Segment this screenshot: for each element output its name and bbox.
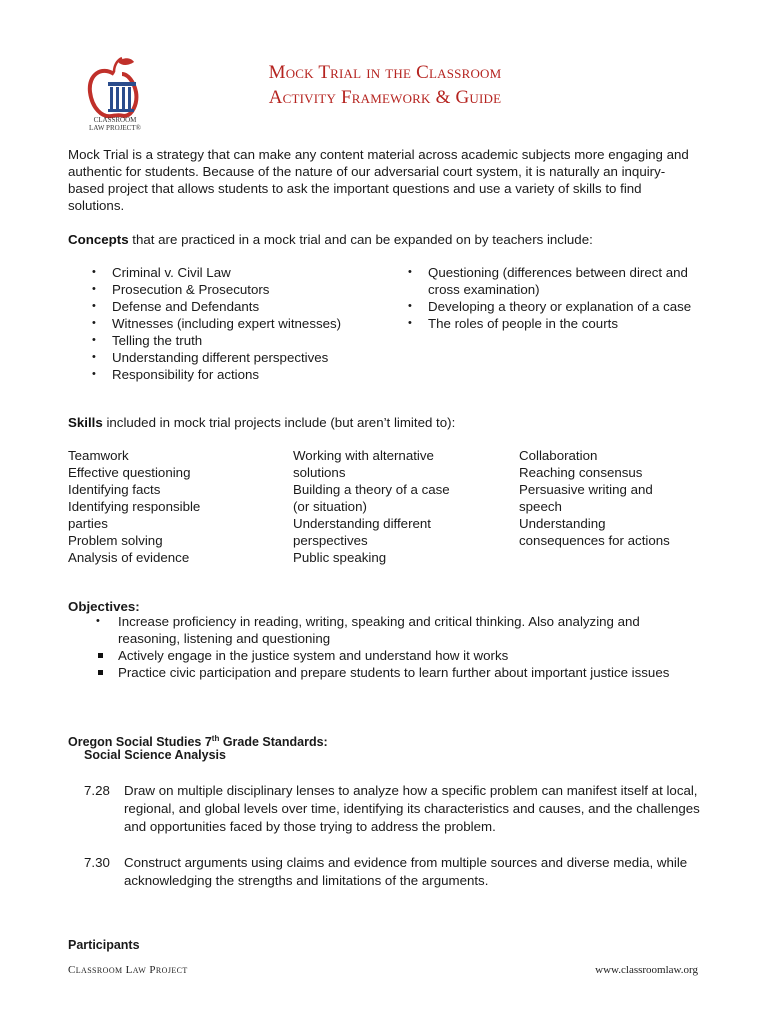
objective-item: Practice civic participation and prepare students to learn further about important justice issues — [92, 664, 702, 681]
logo-line-2: LAW PROJECT® — [89, 124, 141, 132]
standards-heading-sup: th — [211, 734, 220, 743]
skill-item: Problem solving — [68, 533, 163, 548]
skill-item: Public speaking — [293, 550, 387, 565]
list-item: • Defense and Defendants — [88, 298, 388, 315]
standards-heading-post: Grade Standards: — [219, 735, 328, 750]
concepts-label: Concepts — [68, 232, 129, 247]
list-item: • Developing a theory or explanation of a case — [404, 298, 704, 315]
concepts-text: that are practiced in a mock trial and can be expanded on by teachers include: — [128, 232, 593, 247]
skill-item: speech — [519, 499, 562, 514]
skill-item: Understanding different — [293, 516, 431, 531]
list-item: • Understanding different perspectives — [88, 349, 388, 366]
list-item: • Witnesses (including expert witnesses) — [88, 315, 388, 332]
objective-item: Actively engage in the justice system and understand how it works — [92, 647, 702, 664]
skill-item: Effective questioning — [68, 465, 191, 480]
standard-number: 7.30 — [84, 855, 110, 870]
title-line-1: Mock Trial in the Classroom — [268, 62, 502, 83]
skill-item: Identifying facts — [68, 482, 161, 497]
list-item: • Prosecution & Prosecutors — [88, 281, 388, 298]
objectives-heading: Objectives: — [68, 599, 140, 614]
skills-column-1 — [68, 447, 278, 566]
objective-item: • Increase proficiency in reading, writing, speaking and critical thinking. Also analyzing and reasoning, listening and questioning — [92, 613, 702, 647]
skills-heading — [68, 414, 696, 431]
skill-item: (or situation) — [293, 499, 367, 514]
standard-text: Draw on multiple disciplinary lenses to analyze how a specific problem can manifest itself at local, regional, and global levels over time, identifying its characteristics and causes, and the challenges and opportunities faced by those trying to address the problem. — [124, 783, 700, 834]
skill-item: parties — [68, 516, 108, 531]
concepts-list-right — [404, 264, 704, 332]
skill-item: Teamwork — [68, 448, 129, 463]
objectives-list — [92, 613, 702, 681]
list-item: • Questioning (differences between direct and cross examination) — [404, 264, 704, 298]
skill-item: Understanding — [519, 516, 606, 531]
skills-label: Skills — [68, 415, 103, 430]
skill-item: Collaboration — [519, 448, 598, 463]
standards-subheading: Social Science Analysis — [84, 748, 226, 762]
skills-column-3 — [519, 447, 719, 549]
document-title — [170, 60, 600, 110]
skill-item: Building a theory of a case — [293, 482, 450, 497]
logo-line-1: CLASSROOM — [93, 116, 137, 124]
footer-organization: Classroom Law Project — [68, 964, 188, 976]
intro-paragraph: Mock Trial is a strategy that can make any content material across academic subjects more engaging and authentic for students. Because of the nature of our adversarial court system, it is naturally an inquiry-based project that allows students to ask the important questions and use a variety of skills to find solutions. — [68, 147, 689, 213]
skill-item: solutions — [293, 465, 346, 480]
footer-website: www.classroomlaw.org — [595, 964, 698, 976]
list-item: • Responsibility for actions — [88, 366, 388, 383]
skills-text: included in mock trial projects include (but aren’t limited to): — [102, 415, 456, 430]
skill-item: consequences for actions — [519, 533, 670, 548]
skill-item: Identifying responsible — [68, 499, 201, 514]
skill-item: Persuasive writing and — [519, 482, 653, 497]
standard-number: 7.28 — [84, 783, 110, 798]
list-item: • Telling the truth — [88, 332, 388, 349]
participants-heading: Participants — [68, 938, 140, 952]
skill-item: Reaching consensus — [519, 465, 643, 480]
standard-item — [84, 854, 704, 890]
concepts-list-left — [88, 264, 388, 383]
title-line-2: Activity Framework & Guide — [268, 87, 502, 108]
skill-item: Working with alternative — [293, 448, 434, 463]
list-item: • The roles of people in the courts — [404, 315, 704, 332]
logo-text — [84, 116, 146, 132]
skill-item: Analysis of evidence — [68, 550, 190, 565]
list-item: • Criminal v. Civil Law — [88, 264, 388, 281]
standard-text: Construct arguments using claims and evidence from multiple sources and diverse media, while acknowledging the strengths and limitations of the arguments. — [124, 855, 688, 888]
skill-item: perspectives — [293, 533, 368, 548]
concepts-heading — [68, 231, 696, 248]
standard-item — [84, 782, 704, 836]
standards-heading-pre: Oregon Social Studies 7 — [68, 735, 212, 750]
skills-column-2 — [293, 447, 503, 566]
